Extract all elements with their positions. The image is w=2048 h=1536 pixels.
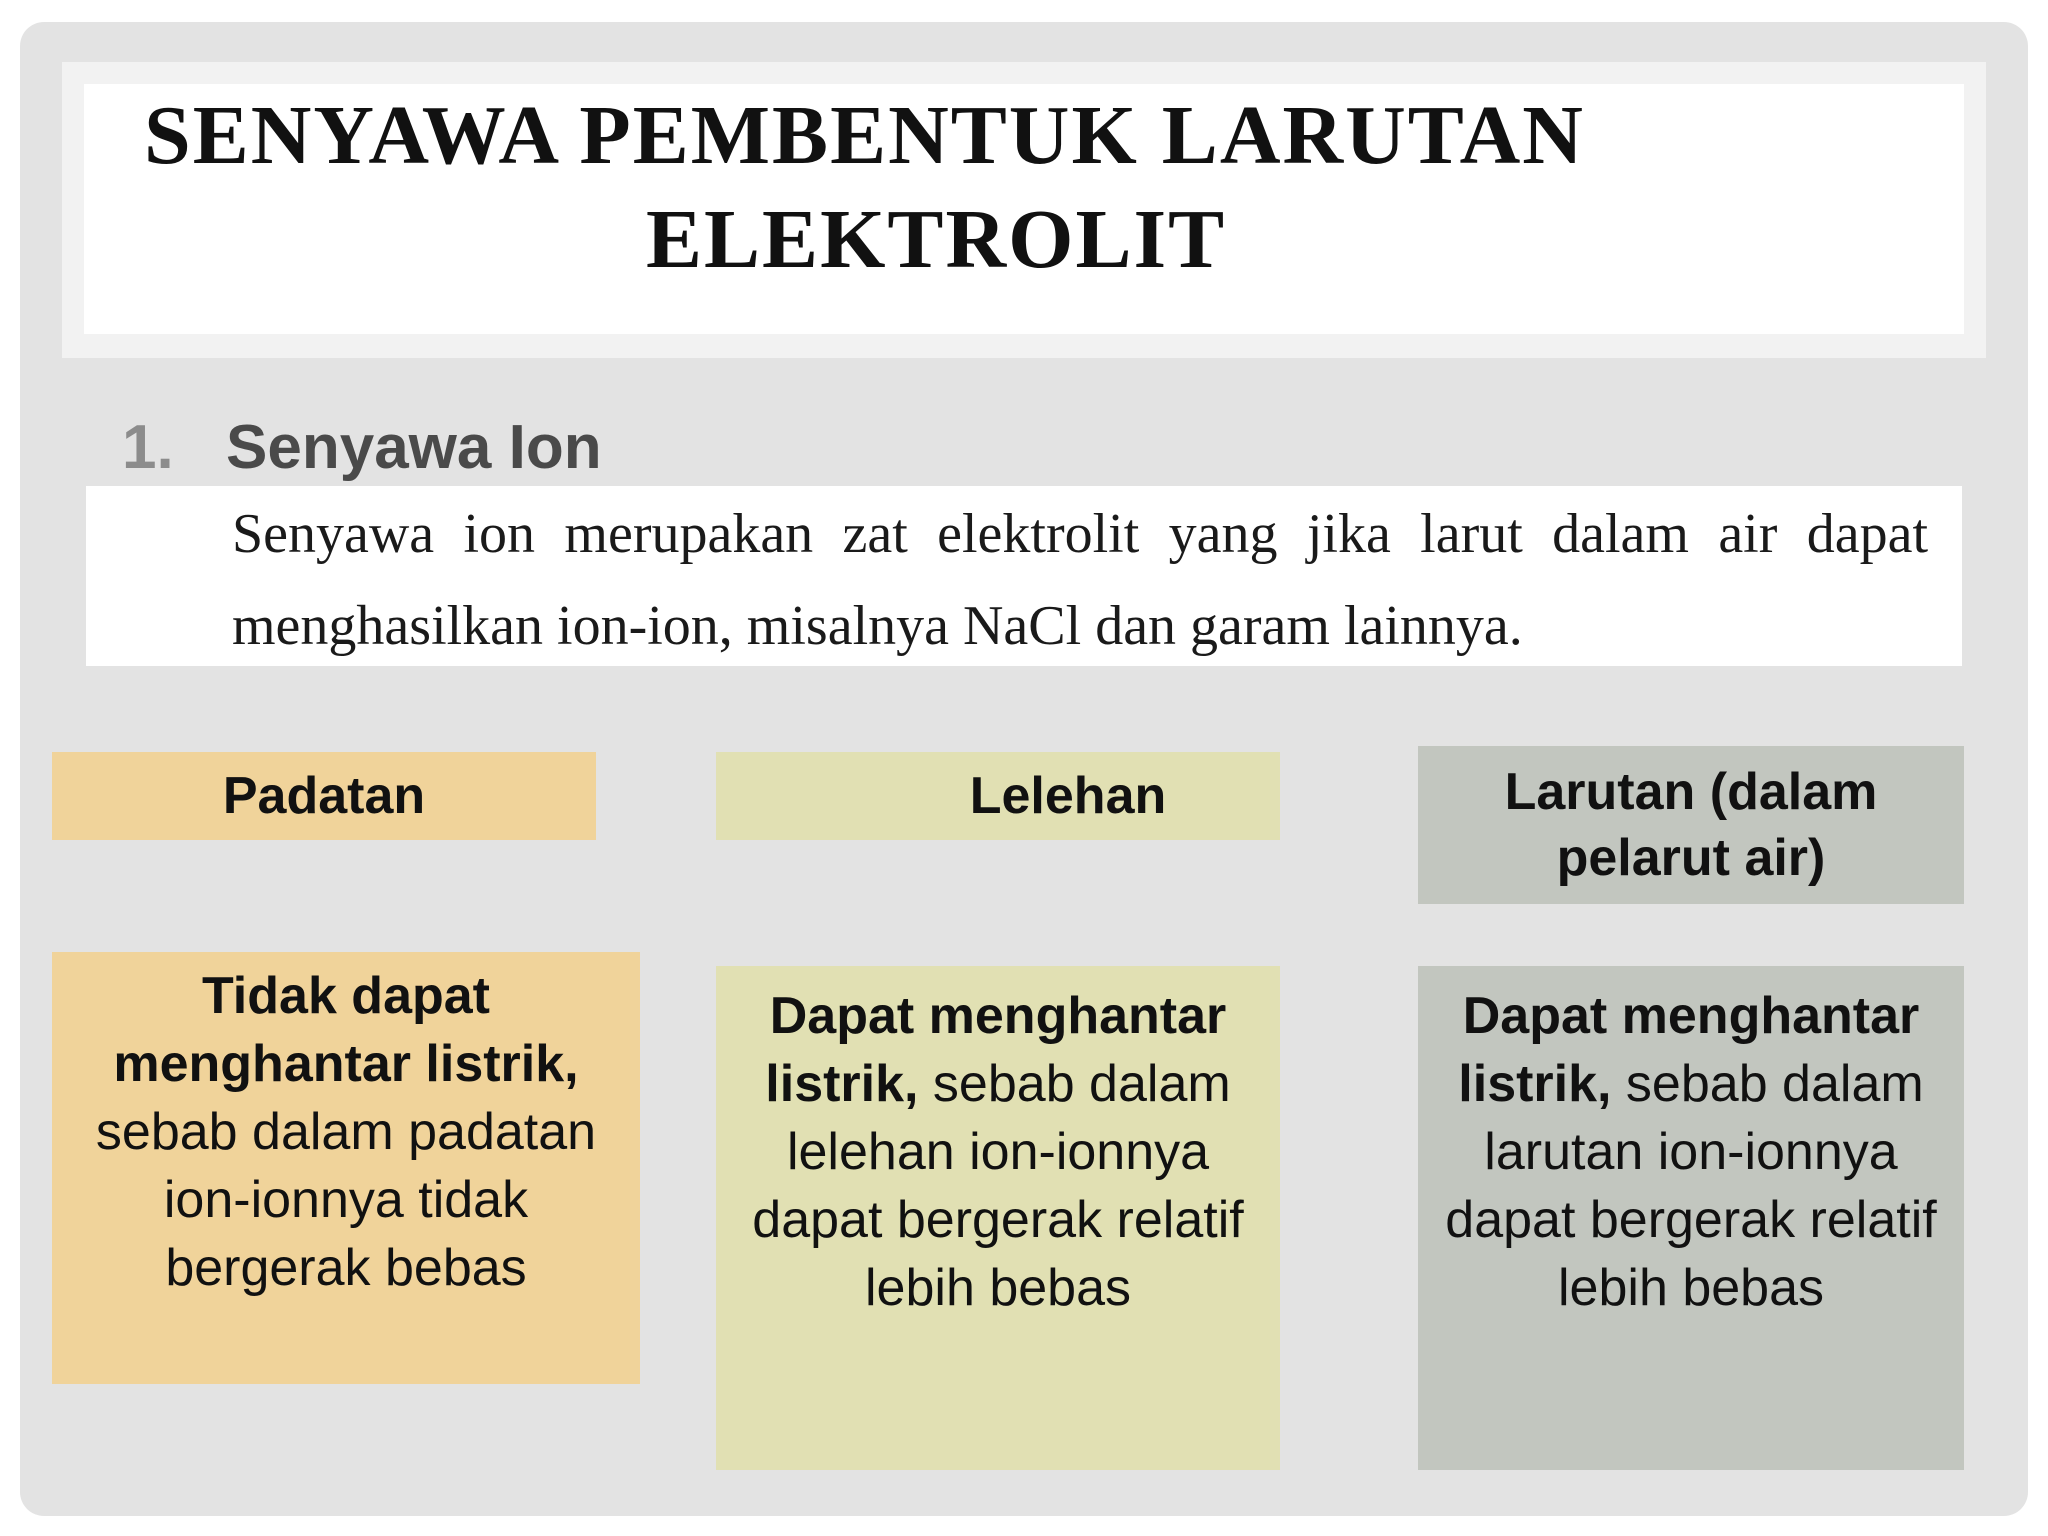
column-body-bold-text: Dapat menghantar listrik, <box>765 987 1227 1113</box>
section-heading: Senyawa Ion <box>226 413 602 482</box>
column-body-padatan <box>52 952 640 1384</box>
column-header-larutan <box>1418 746 1964 904</box>
column-header-label: Lelehan <box>969 767 1167 825</box>
column-header-lelehan <box>716 752 1280 840</box>
column-body-larutan <box>1418 966 1964 1470</box>
column-body-text: sebab dalam padatan ion-ionnya tidak bergerak bebas <box>95 1103 597 1297</box>
slide-title-line-2: ELEKTROLIT <box>646 193 1227 286</box>
slide-title-line-1: SENYAWA PEMBENTUK LARUTAN <box>144 89 1585 182</box>
column-body-lelehan <box>716 966 1280 1470</box>
column-header-padatan <box>52 752 596 840</box>
column-body-bold-text: Dapat menghantar listrik, <box>1458 987 1920 1113</box>
column-header-label: Larutan (dalam pelarut air) <box>1504 763 1878 887</box>
definition-text: Senyawa ion merupakan zat elektrolit yang jika larut dalam air dapat menghasilkan ion-ion, misalnya NaCl dan garam lainnya. <box>232 503 1928 657</box>
section-number: 1. <box>122 413 174 482</box>
column-body-text: sebab dalam larutan ion-ionnya dapat bergerak relatif lebih bebas <box>1445 1055 1937 1317</box>
column-body-text: sebab dalam lelehan ion-ionnya dapat bergerak relatif lebih bebas <box>752 1055 1244 1317</box>
column-header-label: Padatan <box>222 767 426 825</box>
column-body-bold-text: Tidak dapat menghantar listrik, <box>113 967 579 1093</box>
